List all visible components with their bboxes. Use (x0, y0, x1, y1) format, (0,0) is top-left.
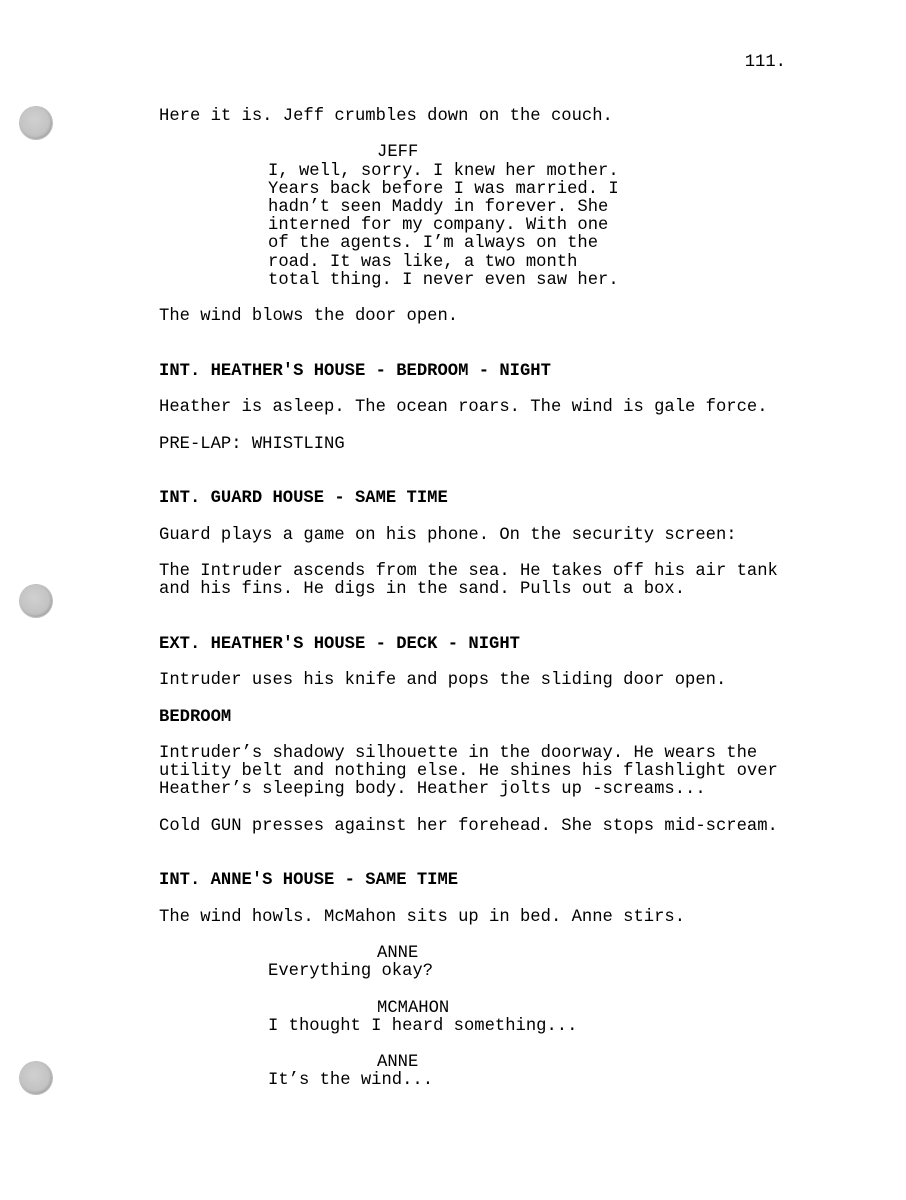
action-line: Here it is. Jeff crumbles down on the couch. (159, 107, 613, 126)
action-line: PRE-LAP: WHISTLING (159, 434, 345, 454)
action-line: The wind blows the door open. (159, 307, 459, 327)
scene-heading: INT. GUARD HOUSE - SAME TIME (159, 489, 448, 509)
dialogue-block-anne (159, 1054, 819, 1090)
dialogue-block-mcmahon (159, 1000, 819, 1036)
action-line: Heather is asleep. The ocean roars. The wind is gale force. (159, 398, 768, 418)
character-name: JEFF (377, 143, 419, 163)
screenplay-page (159, 108, 819, 1091)
dialogue-block-jeff (159, 144, 819, 290)
scene-subheading: BEDROOM (159, 707, 232, 727)
action-line: Guard plays a game on his phone. On the security screen: (159, 525, 737, 545)
scene-heading: INT. ANNE'S HOUSE - SAME TIME (159, 871, 459, 891)
dialogue-block-anne (159, 945, 819, 981)
dialogue-text: It’s the wind... (268, 1071, 434, 1091)
scene-heading: INT. HEATHER'S HOUSE - BEDROOM - NIGHT (159, 361, 551, 381)
page-number: 111. (744, 53, 786, 72)
action-line: The Intruder ascends from the sea. He takes off his air tank and his fins. He digs in the sand. Pulls out a box. (159, 561, 778, 600)
binder-hole-bottom (20, 1062, 52, 1094)
binder-hole-top (20, 107, 52, 139)
action-line: The wind howls. McMahon sits up in bed. Anne stirs. (159, 907, 686, 927)
character-name: ANNE (377, 944, 419, 964)
action-line: Cold GUN presses against her forehead. She stops mid-scream. (159, 816, 778, 836)
character-name: MCMAHON (377, 998, 450, 1018)
dialogue-text: Everything okay? (268, 962, 434, 982)
dialogue-text: I, well, sorry. I knew her mother. Years back before I was married. I hadn’t seen Maddy in forever. She interned for my company. With one of the agents. I’m always on the road. It was like, a two month total thing. I never even saw her. (268, 161, 619, 290)
binder-hole-middle (20, 585, 52, 617)
scene-heading: EXT. HEATHER'S HOUSE - DECK - NIGHT (159, 634, 520, 654)
dialogue-text: I thought I heard something... (268, 1016, 578, 1036)
action-line: Intruder’s shadowy silhouette in the doorway. He wears the utility belt and nothing else. He shines his flashlight over Heather’s sleeping body. Heather jolts up -screams... (159, 743, 778, 800)
character-name: ANNE (377, 1053, 419, 1073)
action-line: Intruder uses his knife and pops the sliding door open. (159, 671, 727, 691)
